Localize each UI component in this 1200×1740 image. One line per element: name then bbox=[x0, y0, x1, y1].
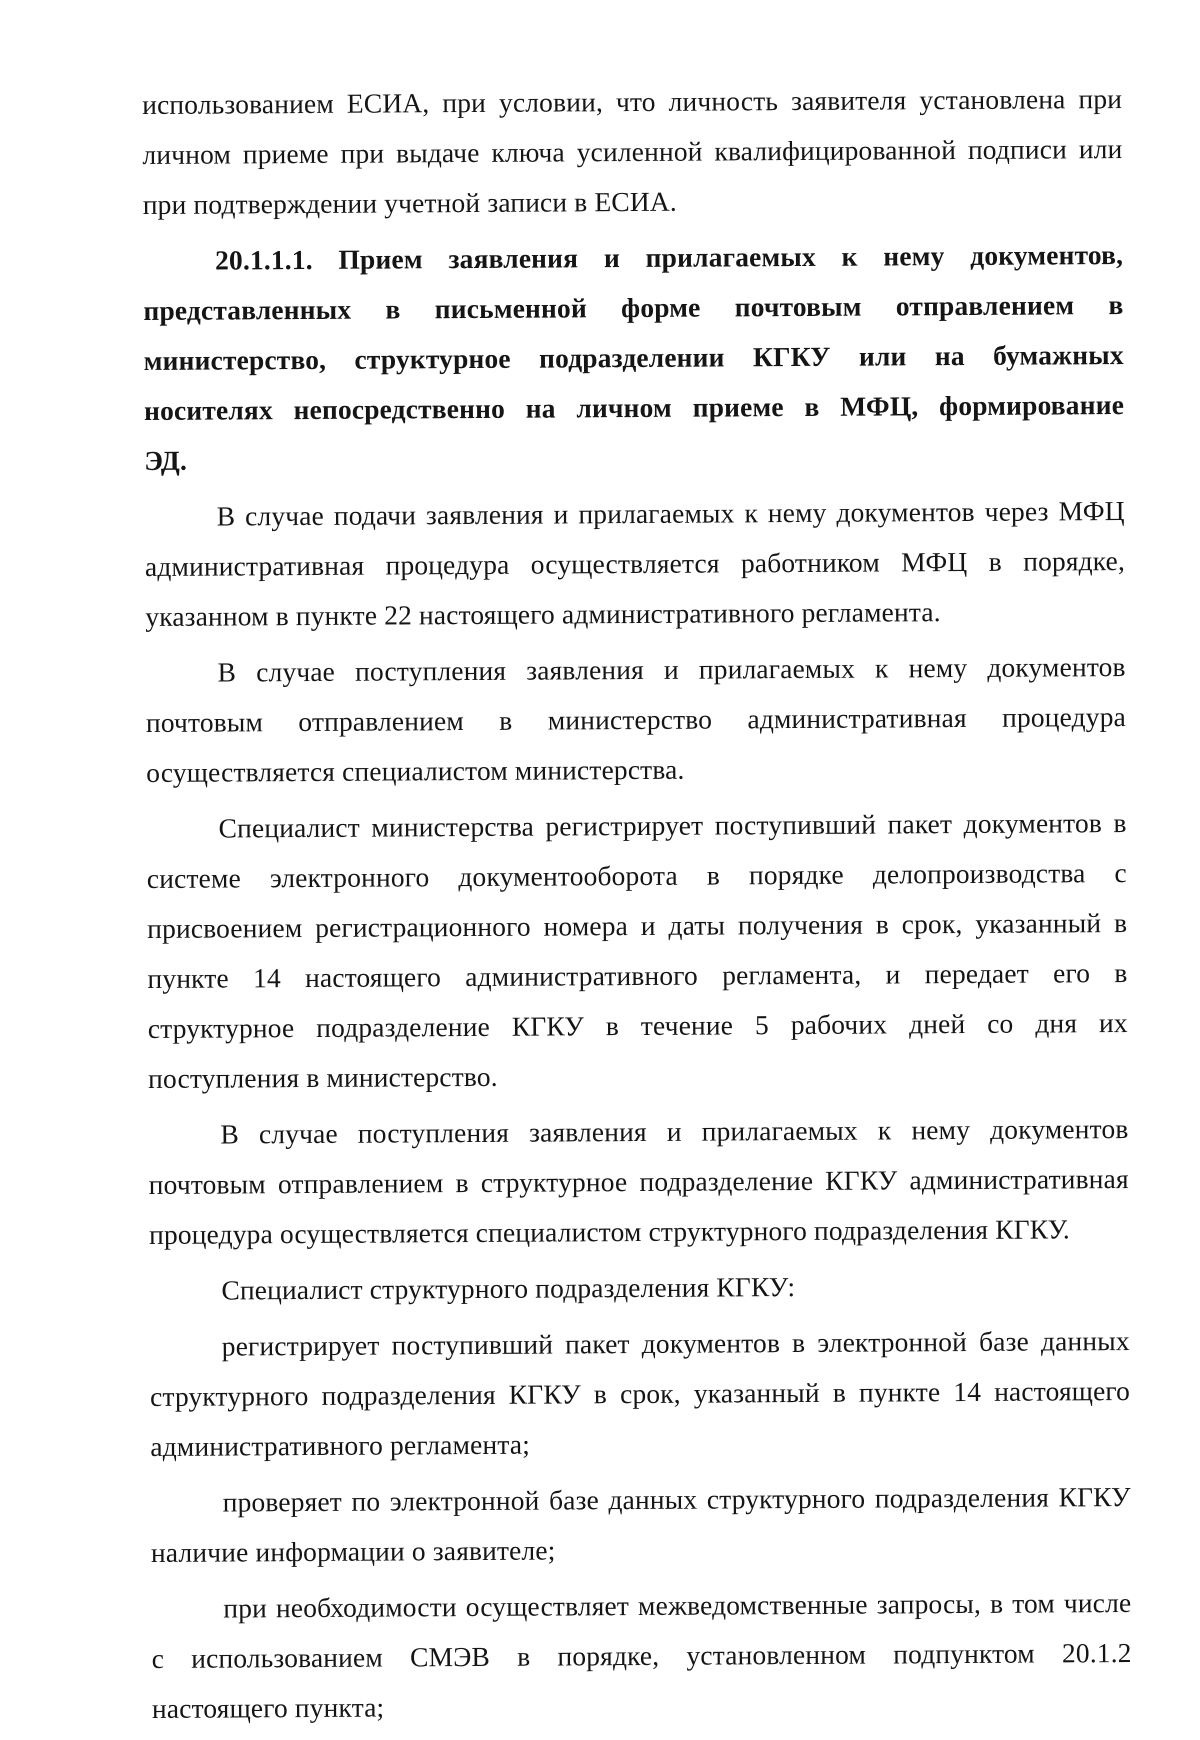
paragraph-esia-continuation: использованием ЕСИА, при условии, что личность заявителя установлена при личном приеме при выдаче ключа усиленной квалифицированной подписи или при подтверждении учетной записи в ЕСИА. bbox=[142, 83, 1123, 220]
paragraph-kgku-specialist-intro: Специалист структурного подразделения КГКУ: bbox=[221, 1271, 796, 1306]
document-body bbox=[142, 74, 1132, 1740]
paragraph-kgku-mail: В случае поступления заявления и прилагаемых к нему документов почтовым отправлением в структурное подразделение КГКУ административная процедура осуществляется специалистом структурного подразделения КГКУ. bbox=[148, 1112, 1129, 1250]
list-item-checks: проверяет по электронной базе данных структурного подразделения КГКУ наличие информации о заявителе; bbox=[150, 1480, 1131, 1568]
list-item-requests: при необходимости осуществляет межведомственные запросы, в том числе с использованием СМЭВ в порядке, установленном подпунктом 20.1.2 настоящего пункта; bbox=[151, 1586, 1132, 1724]
list-item-registers: регистрирует поступивший пакет документов в электронной базе данных структурного подразделения КГКУ в срок, указанный в пункте 14 настоящего административного регламента; bbox=[149, 1324, 1131, 1462]
paragraph-mfc-submission: В случае подачи заявления и прилагаемых к нему документов через МФЦ административная процедура осуществляется работником МФЦ в порядке, указанном в пункте 22 настоящего административного регламента. bbox=[144, 495, 1126, 632]
section-heading-20-1-1-1: 20.1.1.1. Прием заявления и прилагаемых к нему документов, представленных в письменной форме почтовым отправлением в министерство, структурное подразделении КГКУ или на бумажных носителях непосредственно на личном приеме в МФЦ, формирование ЭД. bbox=[143, 239, 1125, 476]
paragraph-ministry-mail: В случае поступления заявления и прилагаемых к нему документов почтовым отправлением в министерство административная процедура осуществляется специалистом министерства. bbox=[145, 651, 1127, 788]
paragraph-ministry-registration: Специалист министерства регистрирует поступивший пакет документов в системе электронного документооборота в порядке делопроизводства с присвоением регистрационного номера и даты получения в срок, указанный в пункте 14 настоящего административного регламента, и передает его в структурное подразделение КГКУ в течение 5 рабочих дней со дня их поступления в министерство. bbox=[146, 806, 1128, 1094]
